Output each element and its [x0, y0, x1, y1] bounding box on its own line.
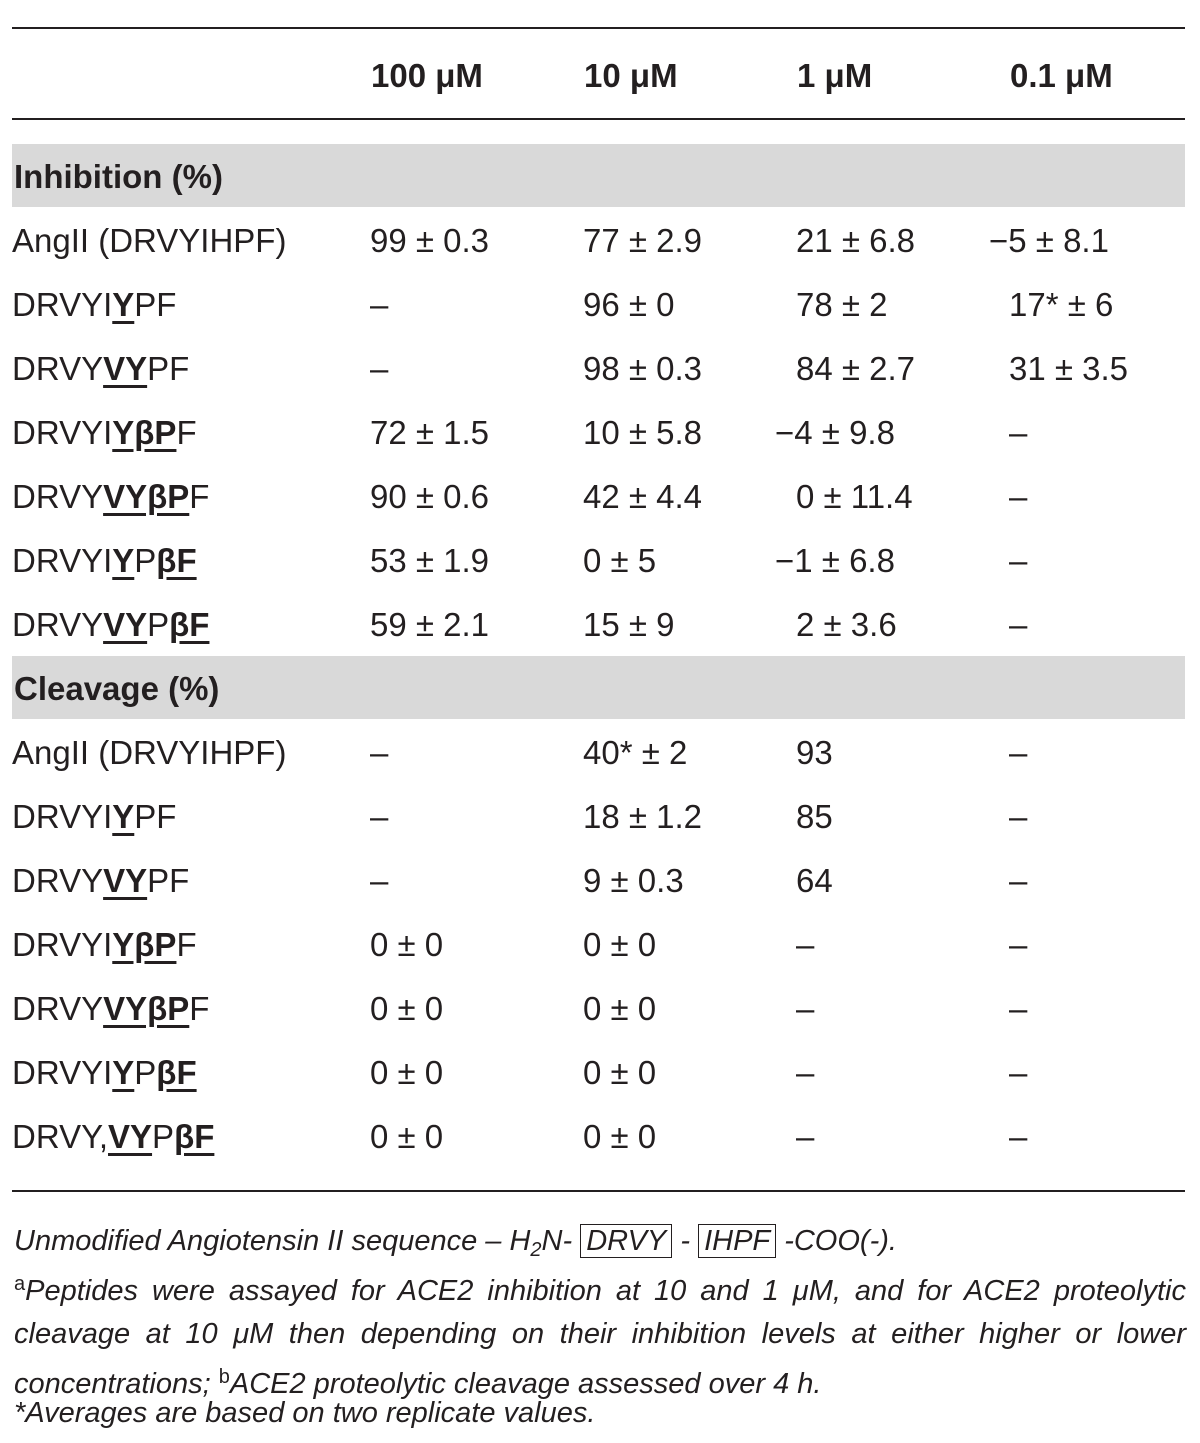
table-row	[0, 593, 1200, 657]
value-cell: –	[370, 350, 389, 387]
value-cell: –	[1009, 990, 1028, 1027]
peptide-label-segment: P	[147, 606, 170, 643]
peptide-label-segment: Y	[112, 286, 135, 323]
peptide-label-segment: VY	[103, 350, 148, 387]
section-header	[12, 144, 1185, 207]
column-header-100uM: 100 μM	[371, 57, 483, 94]
peptide-label-segment: DRVYI	[12, 542, 113, 579]
peptide-label	[12, 209, 286, 273]
value-cell: –	[796, 1118, 815, 1155]
value-cell: 0 ± 0	[370, 990, 444, 1027]
peptide-label-segment: βF	[174, 1118, 215, 1155]
peptide-label-segment: PF	[134, 286, 177, 323]
value-cell: 53 ± 1.9	[370, 542, 490, 579]
peptide-label-segment: VYβP	[103, 990, 190, 1027]
peptide-label-segment: βF	[156, 542, 197, 579]
value-cell: –	[1009, 542, 1028, 579]
value-cell: 0 ± 0	[583, 1118, 657, 1155]
value-cell: 0 ± 0	[583, 990, 657, 1027]
peptide-label	[12, 465, 209, 529]
value-cell: 99 ± 0.3	[370, 222, 490, 259]
value-cell: −4 ± 9.8	[775, 414, 895, 451]
value-cell: 0 ± 0	[370, 926, 444, 963]
value-cell: 18 ± 1.2	[583, 798, 703, 835]
value-cell: –	[796, 1054, 815, 1091]
table-row	[0, 337, 1200, 401]
peptide-label-segment: DRVYI	[12, 414, 113, 451]
peptide-label-segment: Y	[112, 798, 135, 835]
table-row	[0, 913, 1200, 977]
column-header-0.1uM: 0.1 μM	[1010, 57, 1113, 94]
value-cell: –	[370, 798, 389, 835]
peptide-label	[12, 1105, 214, 1169]
value-cell: –	[370, 862, 389, 899]
value-cell: 77 ± 2.9	[583, 222, 703, 259]
value-cell: 0 ± 0	[370, 1118, 444, 1155]
section-header	[12, 656, 1185, 719]
value-cell: 84 ± 2.7	[796, 350, 916, 387]
value-cell: 64	[796, 862, 833, 899]
peptide-label-segment: βF	[156, 1054, 197, 1091]
peptide-label-segment: P	[152, 1118, 175, 1155]
value-cell: –	[1009, 862, 1028, 899]
value-cell: –	[796, 990, 815, 1027]
value-cell: 31 ± 3.5	[1009, 350, 1129, 387]
peptide-label-segment: AngII (DRVYIHPF)	[12, 734, 287, 771]
value-cell: –	[796, 926, 815, 963]
value-cell: –	[370, 286, 389, 323]
peptide-label-segment: VYβP	[103, 478, 190, 515]
footnote-seq-prefix: Unmodified Angiotensin II sequence – H	[14, 1225, 531, 1257]
value-cell: –	[1009, 1118, 1028, 1155]
peptide-label-segment: Y	[112, 1054, 135, 1091]
peptide-label	[12, 273, 176, 337]
value-cell: 17* ± 6	[1009, 286, 1114, 323]
value-cell: –	[1009, 478, 1028, 515]
value-cell: 90 ± 0.6	[370, 478, 490, 515]
section-title: Inhibition (%)	[14, 158, 223, 195]
footnote-a-text: Peptides were assayed for ACE2 inhibition at 10 and 1 μM, and for ACE2 proteolytic cleavage at 10 μM then depending on their inhibition levels at either higher or lower concentrations;	[14, 1275, 1186, 1400]
peptide-label-segment: DRVY	[12, 990, 104, 1027]
table-row	[0, 401, 1200, 465]
value-cell: 0 ± 5	[583, 542, 657, 579]
column-header-1uM: 1 μM	[797, 57, 873, 94]
peptide-label-segment: VY	[108, 1118, 153, 1155]
peptide-label-segment: YβP	[112, 414, 177, 451]
table-row	[0, 273, 1200, 337]
value-cell: 9 ± 0.3	[583, 862, 684, 899]
peptide-label-segment: PF	[147, 862, 190, 899]
value-cell: −5 ± 8.1	[989, 222, 1109, 259]
peptide-label-segment: F	[176, 414, 197, 451]
footnote-b-mark: b	[218, 1366, 230, 1388]
peptide-label	[12, 337, 189, 401]
peptide-label-segment: DRVY	[12, 606, 104, 643]
peptide-label	[12, 1041, 197, 1105]
value-cell: 10 ± 5.8	[583, 414, 703, 451]
value-cell: 2 ± 3.6	[796, 606, 897, 643]
value-cell: –	[1009, 926, 1028, 963]
footnote-a	[14, 1263, 1186, 1406]
peptide-label-segment: P	[134, 1054, 157, 1091]
peptide-label-segment: F	[176, 926, 197, 963]
section-title: Cleavage (%)	[14, 670, 220, 707]
value-cell: 0 ± 0	[583, 1054, 657, 1091]
peptide-label-segment: YβP	[112, 926, 177, 963]
footnote-a-mark: a	[14, 1273, 26, 1295]
peptide-label-segment: DRVY	[12, 862, 104, 899]
footnote-seq-n: N-	[541, 1225, 573, 1257]
value-cell: 40* ± 2	[583, 734, 688, 771]
bottom-rule	[12, 1190, 1185, 1192]
footnote-seq-dash: -	[680, 1225, 691, 1257]
value-cell: 93	[796, 734, 833, 771]
value-cell: –	[1009, 734, 1028, 771]
table-row	[0, 465, 1200, 529]
table-row	[0, 849, 1200, 913]
value-cell: 0 ± 0	[370, 1054, 444, 1091]
column-header-10uM: 10 μM	[584, 57, 678, 94]
peptide-label-segment: DRVYI	[12, 798, 113, 835]
peptide-label-segment: DRVY	[12, 350, 104, 387]
table-row	[0, 977, 1200, 1041]
value-cell: 98 ± 0.3	[583, 350, 703, 387]
peptide-label-segment: DRVYI	[12, 926, 113, 963]
footnote-seq-subscript: 2	[530, 1239, 542, 1261]
peptide-label	[12, 721, 286, 785]
peptide-label	[12, 401, 197, 465]
peptide-label-segment: DRVYI	[12, 1054, 113, 1091]
value-cell: 85	[796, 798, 833, 835]
value-cell: 72 ± 1.5	[370, 414, 490, 451]
value-cell: –	[1009, 1054, 1028, 1091]
peptide-label-segment: VY	[103, 606, 148, 643]
peptide-label	[12, 593, 209, 657]
value-cell: –	[1009, 606, 1028, 643]
value-cell: 78 ± 2	[796, 286, 888, 323]
peptide-label-segment: PF	[147, 350, 190, 387]
value-cell: 0 ± 0	[583, 926, 657, 963]
footnote-b-text: ACE2 proteolytic cleavage assessed over 4 h.	[229, 1368, 822, 1400]
peptide-label-segment: VY	[103, 862, 148, 899]
value-cell: –	[1009, 798, 1028, 835]
value-cell: –	[370, 734, 389, 771]
value-cell: 21 ± 6.8	[796, 222, 916, 259]
table-row	[0, 785, 1200, 849]
footnote-seq-suffix: -COO(-).	[784, 1225, 897, 1257]
value-cell: 0 ± 11.4	[796, 478, 913, 515]
peptide-label-segment: DRVY,	[12, 1118, 109, 1155]
footnote-star-text: *Averages are based on two replicate values.	[14, 1397, 596, 1429]
peptide-label	[12, 529, 197, 593]
table-row	[0, 1105, 1200, 1169]
table-row	[0, 721, 1200, 785]
peptide-label-segment: F	[189, 990, 210, 1027]
peptide-label-segment: F	[189, 478, 210, 515]
peptide-label-segment: Y	[112, 542, 135, 579]
value-cell: 59 ± 2.1	[370, 606, 490, 643]
value-cell: 96 ± 0	[583, 286, 675, 323]
peptide-label-segment: DRVY	[12, 478, 104, 515]
footnote-star	[14, 1392, 1186, 1435]
peptide-label	[12, 849, 189, 913]
value-cell: 15 ± 9	[583, 606, 675, 643]
footnote-seq-box-drvy: DRVY	[580, 1224, 672, 1258]
peptide-label	[12, 785, 176, 849]
peptide-label-segment: βF	[169, 606, 210, 643]
table-row	[0, 209, 1200, 273]
peptide-label-segment: P	[134, 542, 157, 579]
peptide-label-segment: AngII (DRVYIHPF)	[12, 222, 287, 259]
value-cell: –	[1009, 414, 1028, 451]
footnote-seq-box-ihpf: IHPF	[698, 1224, 776, 1258]
header-rule	[12, 118, 1185, 120]
table-row	[0, 1041, 1200, 1105]
top-rule	[12, 27, 1185, 29]
peptide-label-segment: PF	[134, 798, 177, 835]
peptide-label-segment: DRVYI	[12, 286, 113, 323]
table-row	[0, 529, 1200, 593]
value-cell: −1 ± 6.8	[775, 542, 895, 579]
value-cell: 42 ± 4.4	[583, 478, 703, 515]
peptide-label	[12, 977, 209, 1041]
peptide-label	[12, 913, 197, 977]
